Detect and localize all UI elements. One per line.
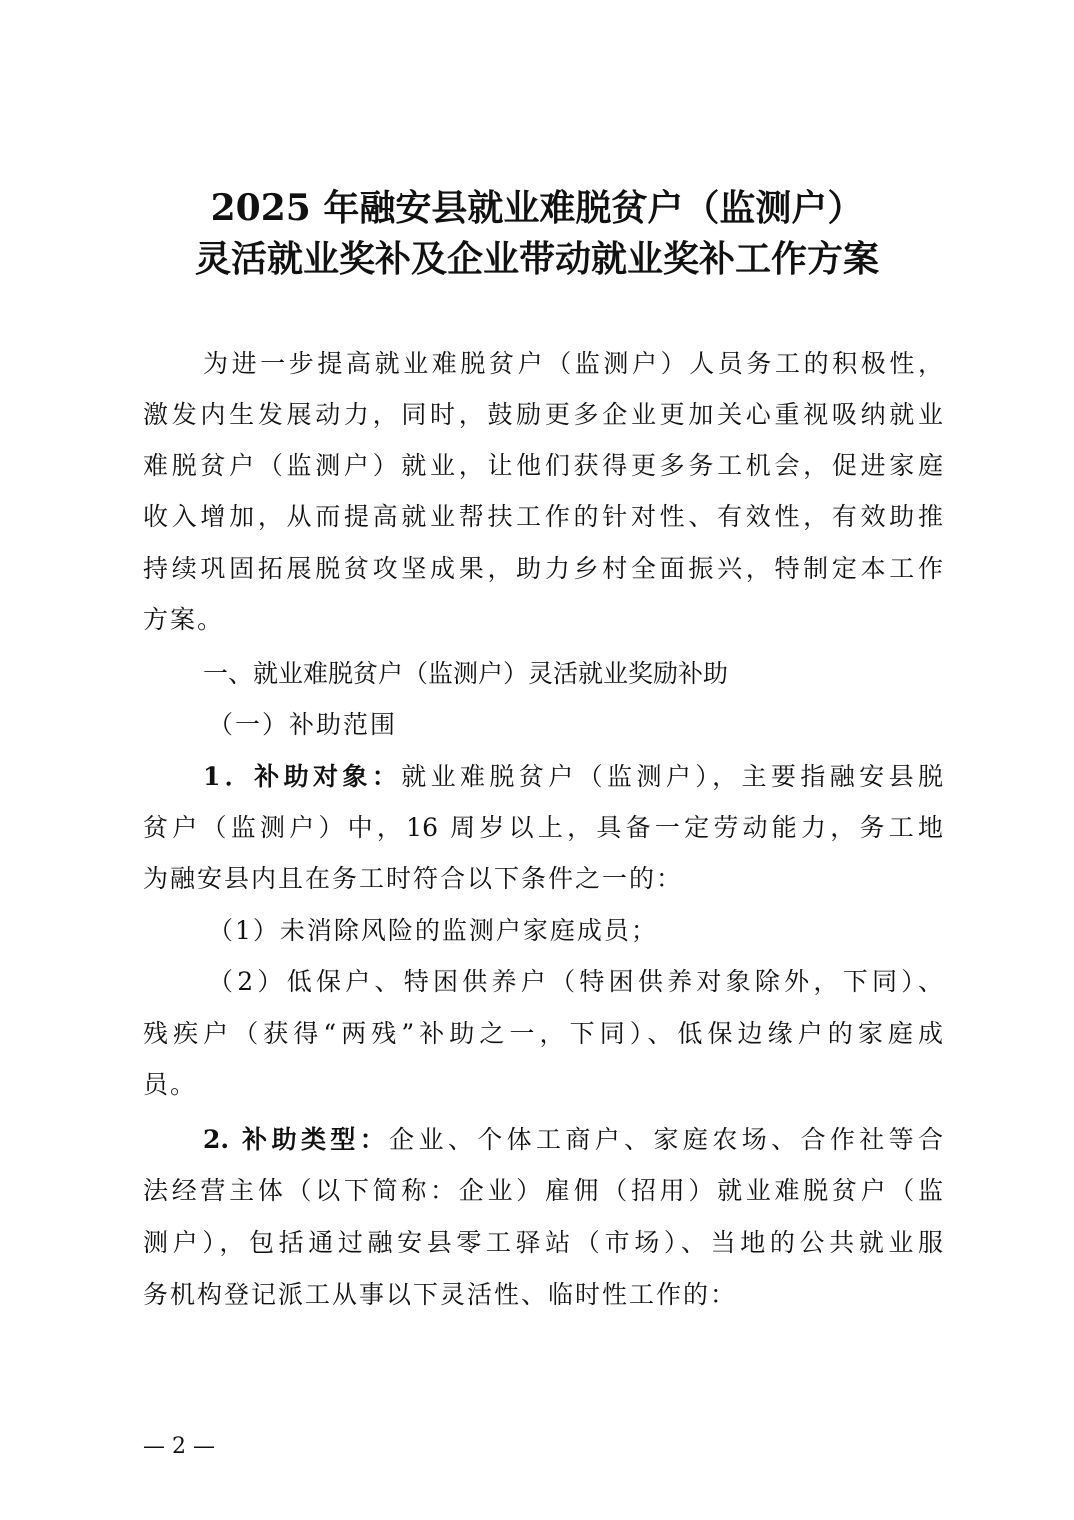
intro-line-4: 收入增加，从而提高就业帮扶工作的针对性、有效性，有效助推 [143,502,943,531]
intro-line-5: 持续巩固拓展脱贫攻坚成果，助力乡村全面振兴，特制定本工作 [143,554,943,583]
condition-2-line-1: （2）低保户、特困供养户（特困供养对象除外，下同）、 [208,967,943,996]
item-2-line-3: 测户），包括通过融安县零工驿站（市场）、当地的公共就业服 [143,1228,943,1257]
document-title-line-1: 2025 年融安县就业难脱贫户（监测户） [210,187,864,229]
intro-line-2: 激发内生发展动力，同时，鼓励更多企业更加关心重视吸纳就业 [143,400,943,429]
intro-line-6: 方案。 [143,605,225,634]
item-2-text: 企业、个体工商户、家庭农场、合作社等合 [389,1125,943,1154]
condition-2-line-3: 员。 [143,1070,198,1099]
subsection-1-heading: （一）补助范围 [208,710,398,739]
item-2-line-2: 法经营主体（以下简称：企业）雇佣（招用）就业难脱贫户（监 [143,1176,943,1205]
condition-2-line-2: 残疾户（获得“两残”补助之一，下同）、低保边缘户的家庭成 [143,1019,943,1048]
intro-line-1: 为进一步提高就业难脱贫户（监测户）人员务工的积极性， [203,349,943,378]
item-2-line-4: 务机构登记派工从事以下灵活性、临时性工作的： [143,1280,738,1309]
page-number: — 2 — [143,1434,215,1459]
item-1-line-1 [203,757,943,797]
section-1-heading: 一、就业难脱贫户（监测户）灵活就业奖励补助 [203,659,729,688]
item-1-line-3: 为融安县内且在务工时符合以下条件之一的： [143,864,684,893]
item-2-label: 2. 补助类型： [203,1125,390,1154]
item-2-line-1 [203,1120,943,1160]
condition-1: （1）未消除风险的监测户家庭成员； [208,916,658,945]
item-1-line-2: 贫户（监测户）中，16 周岁以上，具备一定劳动能力，务工地 [143,813,943,842]
item-1-label: 1．补助对象： [203,762,402,791]
intro-line-3: 难脱贫户（监测户）就业，让他们获得更多务工机会，促进家庭 [143,451,943,480]
item-1-text: 就业难脱贫户（监测户），主要指融安县脱 [401,762,943,791]
document-title-line-2: 灵活就业奖补及企业带动就业奖补工作方案 [194,238,879,280]
